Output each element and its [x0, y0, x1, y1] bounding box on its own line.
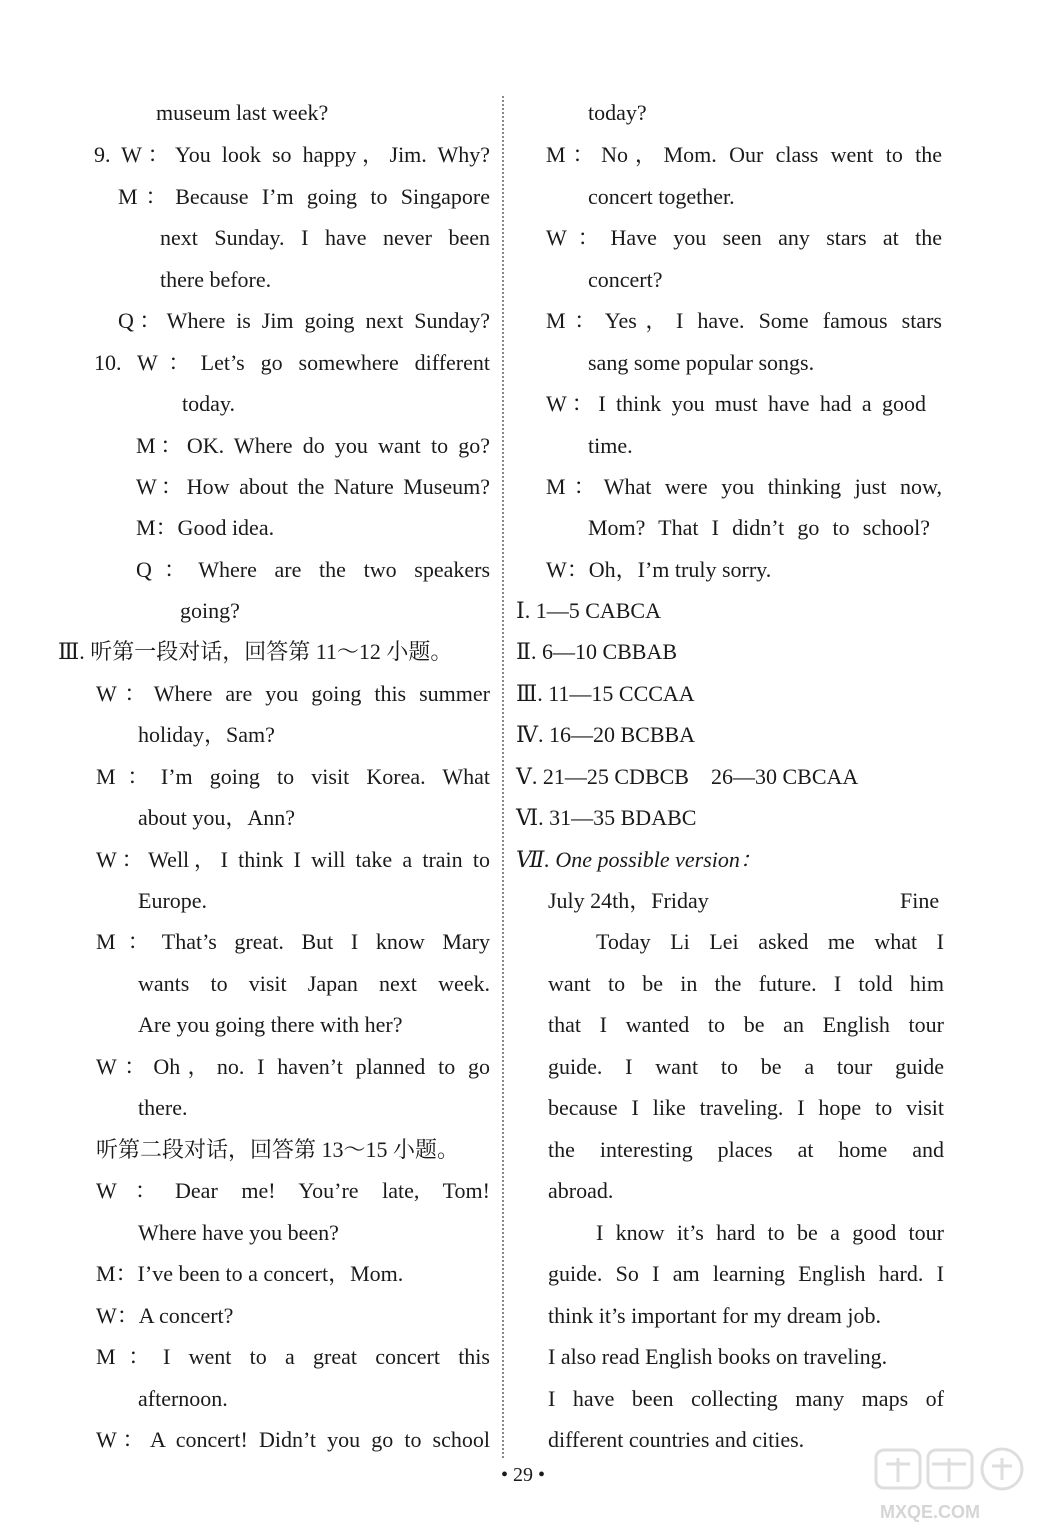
right-line-5: concert?	[588, 267, 663, 292]
essay-line-13: different countries and cities.	[548, 1427, 805, 1452]
left-line-7: 10. W：Let’s go somewhere different	[94, 350, 490, 375]
essay-line-3: that I wanted to be an English tour	[548, 1012, 944, 1037]
left-line-33: W：A concert! Didn’t you go to school	[96, 1427, 490, 1452]
essay-line-2: want to be in the future. I told him	[548, 971, 944, 996]
answer-section-i: Ⅰ. 1—5 CABCA	[516, 598, 661, 623]
left-line-13: going?	[180, 598, 240, 623]
subsection-heading-2: 听第二段对话，回答第 13～15 小题。	[96, 1137, 460, 1162]
essay-line-8: I know it’s hard to be a good tour	[596, 1220, 944, 1245]
left-line-20: Europe.	[138, 888, 208, 913]
essay-line-6: the interesting places at home and	[548, 1137, 944, 1162]
left-line-28: Where have you been?	[138, 1220, 339, 1245]
right-line-4: W：Have you seen any stars at the	[546, 225, 942, 250]
left-line-18: about you，Ann?	[138, 805, 296, 830]
left-line-12: Q：Where are the two speakers	[136, 557, 490, 582]
left-line-32: afternoon.	[138, 1386, 228, 1411]
answer-section-vii: Ⅶ. One possible version：	[516, 847, 762, 872]
left-line-27: W：Dear me! You’re late, Tom!	[96, 1178, 490, 1203]
answer-section-vi: Ⅵ. 31—35 BDABC	[516, 805, 697, 830]
answer-section-iii: Ⅲ. 11—15 CCCAA	[516, 681, 695, 706]
left-line-11: M：Good idea.	[136, 515, 275, 540]
left-line-9: M：OK. Where do you want to go?	[136, 433, 490, 458]
left-line-31: M：I went to a great concert this	[96, 1344, 490, 1369]
left-line-21: M：That’s great. But I know Mary	[96, 929, 490, 954]
right-line-10: M：What were you thinking just now,	[546, 474, 942, 499]
left-line-22: wants to visit Japan next week.	[138, 971, 490, 996]
column-divider	[502, 96, 504, 1458]
essay-line-12: I have been collecting many maps of	[548, 1386, 944, 1411]
essay-line-5: because I like traveling. I hope to visit	[548, 1095, 944, 1120]
left-line-6: Q：Where is Jim going next Sunday?	[118, 308, 490, 333]
right-line-1: today?	[588, 100, 647, 125]
right-line-2: M：No，Mom. Our class went to the	[546, 142, 942, 167]
left-line-25: there.	[138, 1095, 188, 1120]
left-line-4: next Sunday. I have never been	[160, 225, 490, 250]
essay-line-4: guide. I want to be a tour guide	[548, 1054, 944, 1079]
left-line-10: W：How about the Nature Museum?	[136, 474, 490, 499]
left-line-5: there before.	[160, 267, 272, 292]
section-heading-iii: Ⅲ. 听第一段对话，回答第 11～12 小题。	[58, 639, 453, 664]
right-line-11: Mom? That I didn’t go to school?	[588, 515, 930, 540]
diary-weather: Fine	[900, 888, 940, 913]
essay-line-1: Today Li Lei asked me what I	[596, 929, 944, 954]
left-line-3: M：Because I’m going to Singapore	[118, 184, 490, 209]
answer-section-iv: Ⅳ. 16—20 BCBBA	[516, 722, 696, 747]
essay-line-10: think it’s important for my dream job.	[548, 1303, 882, 1328]
left-line-23: Are you going there with her?	[138, 1012, 403, 1037]
left-line-24: W：Oh，no. I haven’t planned to go	[96, 1054, 490, 1079]
watermark-logo	[872, 1446, 1032, 1526]
answer-section-ii: Ⅱ. 6—10 CBBAB	[516, 639, 678, 664]
left-line-2: 9. W：You look so happy，Jim. Why?	[94, 142, 490, 167]
svg-text:MXQE.COM: MXQE.COM	[880, 1502, 981, 1522]
left-line-19: W：Well，I think I will take a train to	[96, 847, 490, 872]
left-line-15: W：Where are you going this summer	[96, 681, 490, 706]
diary-date: July 24th，Friday	[548, 888, 709, 913]
answer-section-v: Ⅴ. 21—25 CDBCB 26—30 CBCAA	[516, 764, 859, 789]
essay-line-7: abroad.	[548, 1178, 614, 1203]
left-line-29: M：I’ve been to a concert，Mom.	[96, 1261, 404, 1286]
right-line-9: time.	[588, 433, 633, 458]
left-line-1: museum last week?	[156, 100, 329, 125]
right-line-6: M：Yes，I have. Some famous stars	[546, 308, 942, 333]
right-line-8: W：I think you must have had a good	[546, 391, 926, 416]
right-line-7: sang some popular songs.	[588, 350, 815, 375]
right-line-3: concert together.	[588, 184, 735, 209]
left-line-30: W：A concert?	[96, 1303, 234, 1328]
left-line-16: holiday，Sam?	[138, 722, 275, 747]
essay-line-9: guide. So I am learning English hard. I	[548, 1261, 944, 1286]
essay-line-11: I also read English books on traveling.	[548, 1344, 888, 1369]
left-line-8: today.	[182, 391, 235, 416]
left-line-17: M：I’m going to visit Korea. What	[96, 764, 490, 789]
right-line-12: W：Oh，I’m truly sorry.	[546, 557, 772, 582]
page-number: • 29 •	[500, 1464, 545, 1486]
